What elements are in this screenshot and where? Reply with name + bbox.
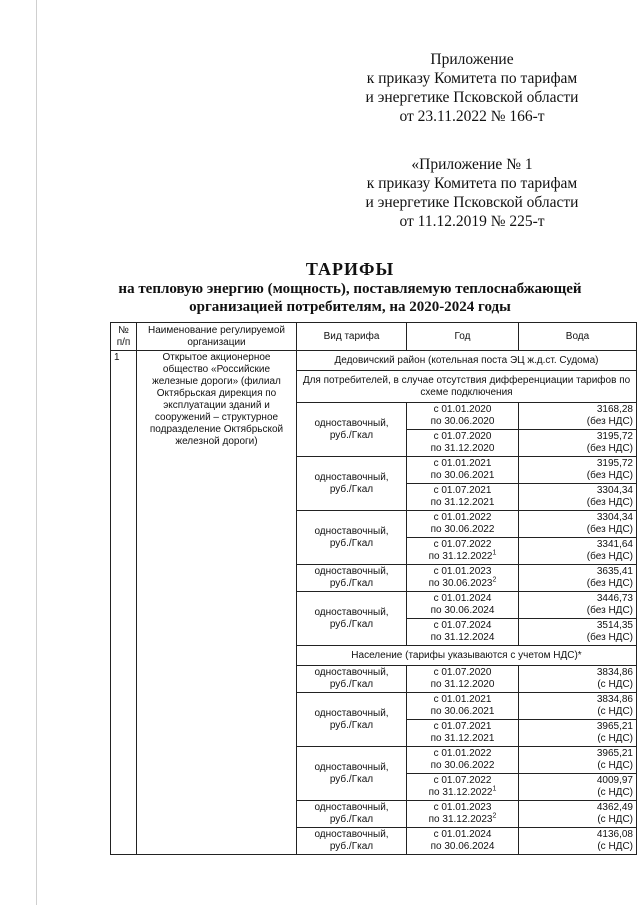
value-cell: 3834,86 (с НДС) bbox=[519, 666, 637, 693]
value-cell: 3514,35 (без НДС) bbox=[519, 619, 637, 646]
value-cell: 3635,41 (без НДС) bbox=[519, 565, 637, 592]
period-cell: с 01.07.2024 по 31.12.2024 bbox=[407, 619, 519, 646]
period-cell: с 01.01.2023 по 30.06.2023$^2$ bbox=[407, 565, 519, 592]
group-title: Для потребителей, в случае отсутствия дифференциации тарифов по схеме подключения bbox=[297, 371, 637, 403]
annex-line: к приказу Комитета по тарифам bbox=[366, 175, 578, 192]
annex-line: от 23.11.2022 № 166-т bbox=[399, 108, 545, 125]
value-cell: 3965,21 (с НДС) bbox=[519, 747, 637, 774]
period-cell: с 01.01.2023 по 31.12.2023$^2$ bbox=[407, 801, 519, 828]
annex-line: от 11.12.2019 № 225-т bbox=[399, 213, 545, 230]
document-title bbox=[80, 258, 620, 316]
annex-line: «Приложение № 1 bbox=[411, 156, 533, 173]
title-line: на тепловую энергию (мощность), поставляемую теплоснабжающей bbox=[118, 281, 582, 297]
value-cell: 4362,49 (с НДС) bbox=[519, 801, 637, 828]
footnote-mark: 1 bbox=[492, 785, 497, 793]
value-cell: 4009,97 (с НДС) bbox=[519, 774, 637, 801]
period-cell: с 01.01.2024 по 30.06.2024 bbox=[407, 828, 519, 855]
period-cell: с 01.01.2020 по 30.06.2020 bbox=[407, 403, 519, 430]
value-cell: 3168,28 (без НДС) bbox=[519, 403, 637, 430]
header-org: Наименование регулируемой организации bbox=[137, 323, 297, 351]
title-line: организацией потребителям, на 2020-2024 годы bbox=[189, 299, 511, 315]
period-cell: с 01.01.2021 по 30.06.2021 bbox=[407, 457, 519, 484]
header-type: Вид тарифа bbox=[297, 323, 407, 351]
tariff-type: одноставочный, руб./Гкал bbox=[297, 666, 407, 693]
header-water: Вода bbox=[519, 323, 637, 351]
tariff-type: одноставочный, руб./Гкал bbox=[297, 457, 407, 511]
tariff-type: одноставочный, руб./Гкал bbox=[297, 828, 407, 855]
header-year: Год bbox=[407, 323, 519, 351]
tariff-table bbox=[110, 322, 637, 855]
tariff-type: одноставочный, руб./Гкал bbox=[297, 511, 407, 565]
value-cell: 3304,34 (без НДС) bbox=[519, 484, 637, 511]
value-cell: 3834,86 (с НДС) bbox=[519, 693, 637, 720]
annex-line: и энергетике Псковской области bbox=[365, 194, 579, 211]
annex-line: к приказу Комитета по тарифам bbox=[366, 70, 578, 87]
row-number: 1 bbox=[111, 351, 137, 855]
period-cell: с 01.01.2022 по 30.06.2022 bbox=[407, 511, 519, 538]
header-num: № п/п bbox=[111, 323, 137, 351]
tariff-type: одноставочный, руб./Гкал bbox=[297, 801, 407, 828]
value-cell: 3446,73 (без НДС) bbox=[519, 592, 637, 619]
period-cell: с 01.07.2020 по 31.12.2020 bbox=[407, 430, 519, 457]
period-cell: с 01.01.2024 по 30.06.2024 bbox=[407, 592, 519, 619]
period-cell: с 01.07.2020 по 31.12.2020 bbox=[407, 666, 519, 693]
tariff-type: одноставочный, руб./Гкал bbox=[297, 747, 407, 801]
title-heading: ТАРИФЫ bbox=[305, 259, 395, 279]
annex-header bbox=[352, 50, 592, 126]
period-cell: с 01.07.2021 по 31.12.2021 bbox=[407, 484, 519, 511]
tariff-type: одноставочный, руб./Гкал bbox=[297, 403, 407, 457]
period-cell: с 01.01.2021 по 30.06.2021 bbox=[407, 693, 519, 720]
annex-original-header bbox=[352, 155, 592, 231]
district-name: Дедовичский район (котельная поста ЭЦ ж.д.ст. Судома) bbox=[297, 351, 637, 371]
value-cell: 3341,64 (без НДС) bbox=[519, 538, 637, 565]
value-cell: 3965,21 (с НДС) bbox=[519, 720, 637, 747]
period-cell: с 01.07.2021 по 31.12.2021 bbox=[407, 720, 519, 747]
period-cell: с 01.07.2022 по 31.12.2022$^1$ bbox=[407, 538, 519, 565]
tariff-type: одноставочный, руб./Гкал bbox=[297, 693, 407, 747]
table-header-row bbox=[111, 323, 637, 351]
value-cell: 4136,08 (с НДС) bbox=[519, 828, 637, 855]
annex-line: Приложение bbox=[430, 51, 514, 68]
table-row bbox=[111, 351, 637, 371]
tariff-type: одноставочный, руб./Гкал bbox=[297, 592, 407, 646]
value-cell: 3195,72 (без НДС) bbox=[519, 457, 637, 484]
annex-line: и энергетике Псковской области bbox=[365, 89, 579, 106]
period-cell: с 01.07.2022 по 31.12.2022$^1$ bbox=[407, 774, 519, 801]
scan-edge-line bbox=[36, 0, 37, 905]
footnote-mark: 2 bbox=[492, 576, 497, 584]
group-title: Население (тарифы указываются с учетом НДС)* bbox=[297, 646, 637, 666]
value-cell: 3304,34 (без НДС) bbox=[519, 511, 637, 538]
period-cell: с 01.01.2022 по 30.06.2022 bbox=[407, 747, 519, 774]
footnote-mark: 1 bbox=[492, 549, 497, 557]
footnote-mark: 2 bbox=[492, 812, 497, 820]
tariff-type: одноставочный, руб./Гкал bbox=[297, 565, 407, 592]
organization-name: Открытое акционерное общество «Российские железные дороги» (филиал Октябрьская дирекция по эксплуатации зданий и сооружений – структурное подразделение Октябрьской железной дороги) bbox=[137, 351, 297, 855]
value-cell: 3195,72 (без НДС) bbox=[519, 430, 637, 457]
